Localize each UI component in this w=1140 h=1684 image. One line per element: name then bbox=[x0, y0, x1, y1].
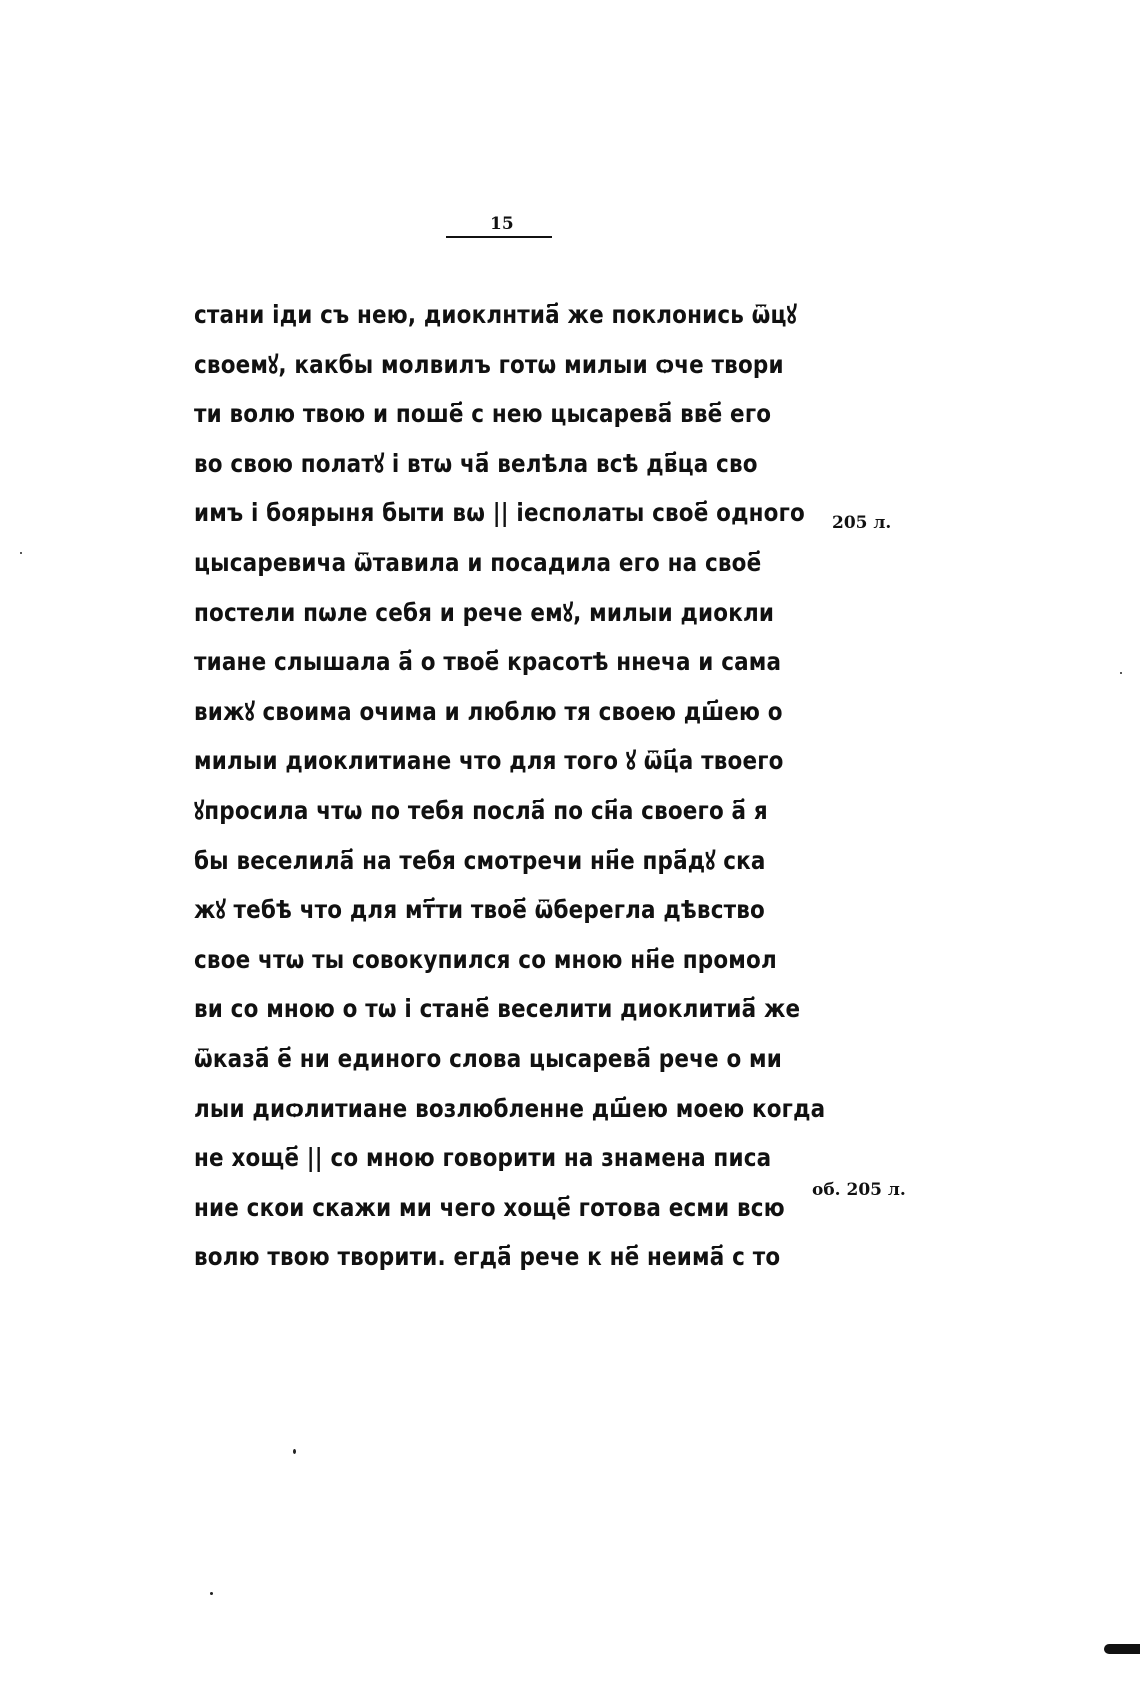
text-line: волю твою творити. егда҃ рече к не҃ неима҃ с то bbox=[194, 1242, 781, 1271]
text-line: имъ і боярыня быти вѡ || іесполаты свое҃ одного bbox=[194, 498, 805, 527]
page-number: 15 bbox=[490, 214, 514, 234]
text-line: ти волю твою и поше҃ с нею цысарева҃ вве҃ его bbox=[194, 399, 772, 428]
margin-note-folio-205-verso: об. 205 л. bbox=[812, 1180, 906, 1200]
text-line: стани іди съ нею, диоклнтиа҃ же поклонись ѿцꙋ bbox=[194, 300, 797, 329]
edge-ink-mark bbox=[1104, 1644, 1140, 1654]
paper-speck bbox=[1120, 672, 1122, 674]
margin-note-folio-205: 205 л. bbox=[832, 513, 892, 533]
text-line: бы веселила҃ на тебя смотречи нн҃е пра҃дꙋ ска bbox=[194, 846, 766, 875]
text-line: ѿказа҃ е҃ ни единого слова цысарева҃ рече о ми bbox=[194, 1044, 783, 1073]
paper-speck bbox=[210, 1592, 213, 1595]
text-line: ви со мною о тѡ і стане҃ веселити диоклитиа҃ же bbox=[194, 994, 801, 1023]
text-line: милыи диоклитиане что для того ꙋ ѿц҃а твоего bbox=[194, 746, 784, 775]
text-line: свое чтѡ ты совокупился со мною нн҃е промол bbox=[194, 945, 777, 974]
text-line: вижꙋ своима очима и люблю тя своею дш҃ею о bbox=[194, 697, 783, 726]
page-number-rule bbox=[446, 236, 552, 238]
paper-speck bbox=[293, 1449, 296, 1454]
text-line: постели пѡле себя и рече емꙋ, милыи диокли bbox=[194, 598, 775, 627]
text-line: своемꙋ, какбы молвилъ готѡ милыи ѻче твори bbox=[194, 350, 784, 379]
text-line: тиане слышала а҃ о твое҃ красотѣ ннеча и сама bbox=[194, 647, 782, 676]
text-line: во свою полатꙋ і втѡ ча҃ велѣла всѣ дв҃ца сво bbox=[194, 449, 758, 478]
text-line: цысаревича ѿтавила и посадила его на свое҃ bbox=[194, 548, 762, 577]
text-line: ние скои скажи ми чего хоще҃ готова есми всю bbox=[194, 1193, 785, 1222]
paper-speck bbox=[20, 552, 22, 554]
text-line: лыи диѻлитиане возлюбленне дш҃ею моею когда bbox=[194, 1094, 826, 1123]
text-line: ꙋпросила чтѡ по тебя посла҃ по сн҃а своего а҃ я bbox=[194, 796, 768, 825]
text-line: жꙋ тебѣ что для мт҃ти твое҃ ѿберегла дѣвство bbox=[194, 895, 765, 924]
text-line: не хоще҃ || со мною говорити на знамена писа bbox=[194, 1143, 772, 1172]
